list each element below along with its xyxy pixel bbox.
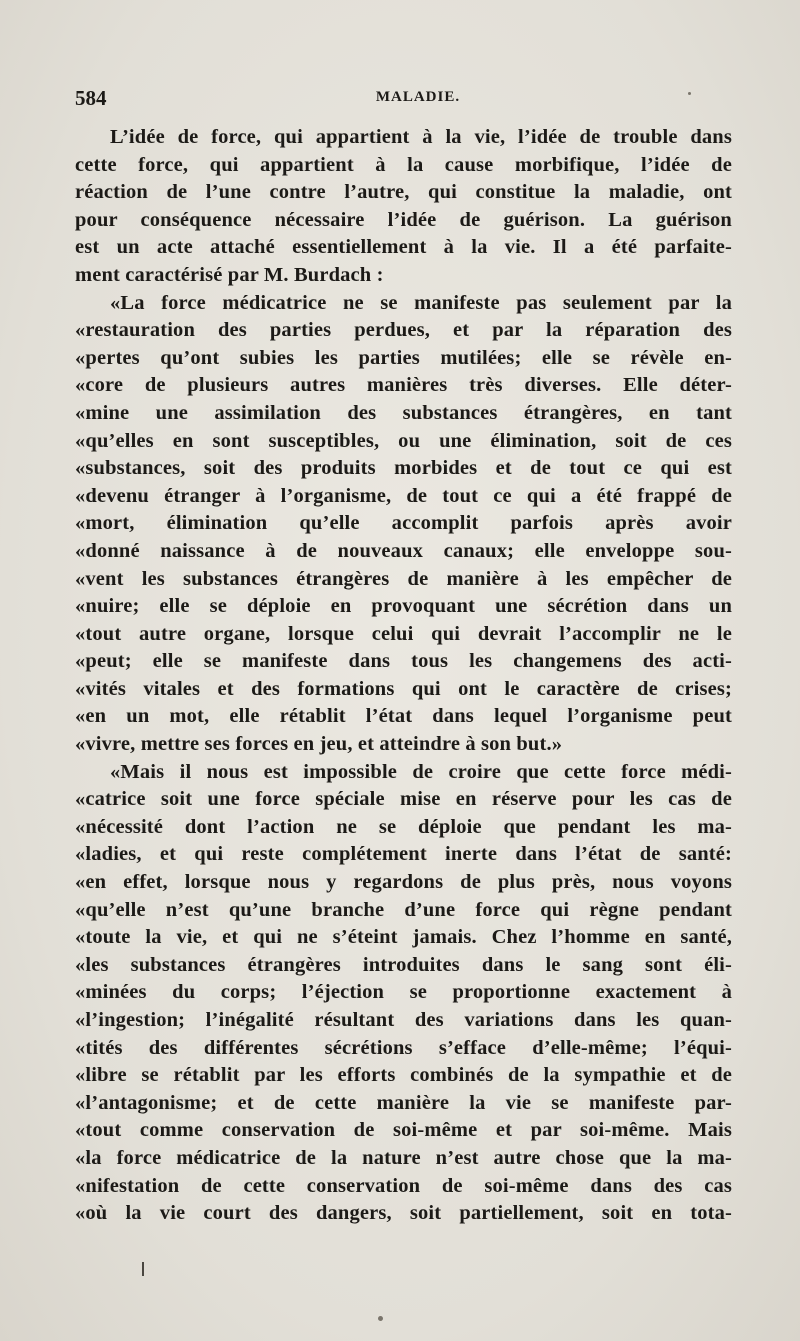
text-line: est un acte attaché essentiellement à la vie. Il a été parfaite-	[75, 236, 732, 259]
text-line: «tités des différentes sécrétions s’efface d’elle-même; l’équi-	[75, 1036, 732, 1059]
page-header	[75, 86, 731, 116]
text-line: «toute la vie, et qui ne s’éteint jamais. Chez l’homme en santé,	[75, 926, 732, 949]
text-line: pour conséquence nécessaire l’idée de guérison. La guérison	[75, 208, 732, 231]
text-line: «qu’elles en sont susceptibles, ou une élimination, soit de ces	[75, 429, 732, 452]
text-line: «minées du corps; l’éjection se proportionne exactement à	[75, 981, 732, 1004]
paper-speck	[688, 92, 691, 95]
text-line: «l’antagonisme; et de cette manière la vie se manifeste par-	[75, 1091, 732, 1114]
text-line: «substances, soit des produits morbides et de tout ce qui est	[75, 457, 732, 480]
text-line: cette force, qui appartient à la cause morbifique, l’idée de	[75, 153, 732, 176]
text-line: «vités vitales et des formations qui ont le caractère de crises;	[75, 677, 732, 700]
text-line: «Mais il nous est impossible de croire que cette force médi-	[110, 760, 732, 783]
text-line: «vivre, mettre ses forces en jeu, et atteindre à son but.»	[75, 733, 563, 756]
text-line: «tout comme conservation de soi-même et par soi-même. Mais	[75, 1119, 732, 1142]
text-line: «pertes qu’ont subies les parties mutilées; elle se révèle en-	[75, 346, 732, 369]
text-line: «en effet, lorsque nous y regardons de plus près, nous voyons	[75, 871, 732, 894]
text-line: «mine une assimilation des substances étrangères, en tant	[75, 401, 732, 424]
paper-speck	[378, 1316, 383, 1321]
text-line: «en un mot, elle rétablit l’état dans lequel l’organisme peut	[75, 705, 732, 728]
text-line: L’idée de force, qui appartient à la vie, l’idée de trouble dans	[110, 126, 732, 148]
text-line: «où la vie court des dangers, soit partiellement, soit en tota-	[75, 1202, 732, 1225]
text-line: «nuire; elle se déploie en provoquant une sécrétion dans un	[75, 595, 732, 618]
text-line: «les substances étrangères introduites dans le sang sont éli-	[75, 953, 732, 976]
text-line: «catrice soit une force spéciale mise en réserve pour les cas de	[75, 788, 732, 811]
text-line: «nifestation de cette conservation de soi-même dans des cas	[75, 1174, 732, 1197]
text-line: «l’ingestion; l’inégalité résultant des variations dans les quan-	[75, 1009, 732, 1031]
text-line: «core de plusieurs autres manières très diverses. Elle déter-	[75, 374, 732, 397]
page-number: 584	[75, 86, 107, 110]
body-text	[75, 124, 732, 1228]
text-line: «la force médicatrice de la nature n’est autre chose que la ma-	[75, 1146, 732, 1169]
margin-mark	[142, 1262, 144, 1276]
text-line: réaction de l’une contre l’autre, qui constitue la maladie, ont	[75, 181, 732, 204]
text-line: «peut; elle se manifeste dans tous les changemens des acti-	[75, 650, 732, 673]
text-line: ment caractérisé par M. Burdach :	[75, 263, 384, 286]
text-line: «qu’elle n’est qu’une branche d’une force qui règne pendant	[75, 898, 732, 921]
running-title: MALADIE.	[375, 89, 461, 105]
text-line: «nécessité dont l’action ne se déploie que pendant les ma-	[75, 815, 732, 838]
text-line: «restauration des parties perdues, et par la réparation des	[75, 319, 732, 342]
text-line: «libre se rétablit par les efforts combinés de la sympathie et de	[75, 1064, 732, 1087]
text-line: «mort, élimination qu’elle accomplit parfois après avoir	[75, 512, 732, 535]
text-line: «La force médicatrice ne se manifeste pas seulement par la	[110, 291, 732, 314]
text-line: «devenu étranger à l’organisme, de tout ce qui a été frappé de	[75, 484, 732, 507]
text-line: «tout autre organe, lorsque celui qui devrait l’accomplir ne le	[75, 622, 732, 645]
text-line: «donné naissance à de nouveaux canaux; elle enveloppe sou-	[75, 539, 732, 562]
text-line: «vent les substances étrangères de manière à les empêcher de	[75, 567, 732, 590]
text-line: «ladies, et qui reste complétement inerte dans l’état de santé:	[75, 843, 732, 866]
